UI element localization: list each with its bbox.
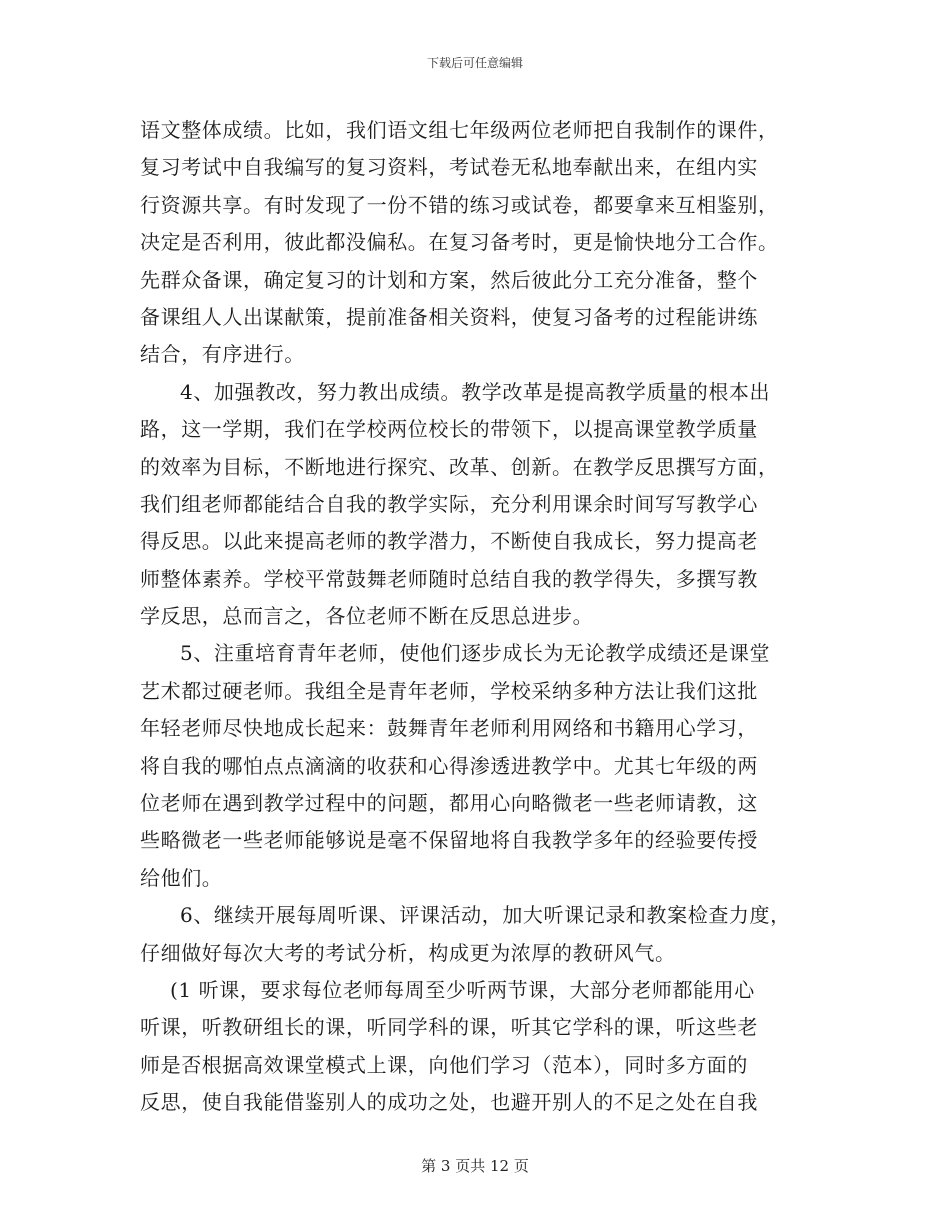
text-line: 结合，有序进行。	[140, 342, 305, 367]
text-line: 路，这一学期，我们在学校两位校长的带领下，以提高课堂教学质量	[140, 417, 758, 442]
page-header: 下载后可任意编辑	[426, 56, 523, 70]
document-body	[140, 112, 820, 1122]
text-line: 复习考试中自我编写的复习资料，考试卷无私地奉献出来，在组内实	[140, 155, 758, 180]
text-line: 语文整体成绩。比如，我们语文组七年级两位老师把自我制作的课件，	[140, 118, 779, 142]
text-line: 将自我的哪怕点点滴滴的收获和心得渗透进教学中。尤其七年级的两	[140, 753, 758, 778]
text-line: 先群众备课，确定复习的计划和方案，然后彼此分工充分准备，整个	[140, 267, 758, 292]
text-line: 反思，使自我能借鉴别人的成功之处，也避开别人的不足之处在自我	[140, 1090, 758, 1115]
text-line: 艺术都过硬老师。我组全是青年老师，学校采纳多种方法让我们这批	[140, 678, 758, 703]
paragraph-4-start: 4、加强教改，努力教出成绩。教学改革是提高教学质量的根本出	[180, 379, 771, 404]
text-line: 师整体素养。学校平常鼓舞老师随时总结自我的教学得失，多撰写教	[140, 566, 758, 591]
text-line: 行资源共享。有时发现了一份不错的练习或试卷，都要拿来互相鉴别，	[140, 192, 779, 217]
text-line: 给他们。	[140, 865, 223, 890]
paragraph-5-start: 5、注重培育青年老师，使他们逐步成长为无论教学成绩还是课堂	[180, 641, 771, 666]
text-line: 年轻老师尽快地成长起来：鼓舞青年老师利用网络和书籍用心学习，	[140, 716, 758, 741]
text-line: 决定是否利用，彼此都没偏私。在复习备考时，更是愉快地分工合作。	[140, 230, 779, 255]
text-line: 位老师在遇到教学过程中的问题，都用心向略微老一些老师请教，这	[140, 791, 758, 816]
text-line: 学反思，总而言之，各位老师不断在反思总进步。	[140, 604, 594, 629]
text-line: 得反思。以此来提高老师的教学潜力，不断使自我成长，努力提高老	[140, 529, 758, 554]
text-line: 的效率为目标，不断地进行探究、改革、创新。在教学反思撰写方面，	[140, 454, 779, 479]
text-line: 些略微老一些老师能够说是毫不保留地将自我教学多年的经验要传授	[140, 828, 758, 853]
text-line: 师是否根据高效课堂模式上课，向他们学习（范本），同时多方面的	[140, 1052, 748, 1077]
text-line: 我们组老师都能结合自我的教学实际，充分利用课余时间写写教学心	[140, 491, 758, 516]
page-number: 第 3 页共 12 页	[421, 1157, 529, 1175]
text-line: 仔细做好每次大考的考试分析，构成更为浓厚的教研风气。	[140, 940, 676, 965]
paragraph-6-1-start: (1 听课，要求每位老师每周至少听两节课，大部分老师都能用心	[170, 977, 755, 1002]
text-line: 听课，听教研组长的课，听同学科的课，听其它学科的课，听这些老	[140, 1015, 758, 1040]
paragraph-6-start: 6、继续开展每周听课、评课活动，加大听课记录和教案检查力度，	[180, 903, 791, 928]
text-line: 备课组人人出谋献策，提前准备相关资料，使复习备考的过程能讲练	[140, 304, 758, 329]
